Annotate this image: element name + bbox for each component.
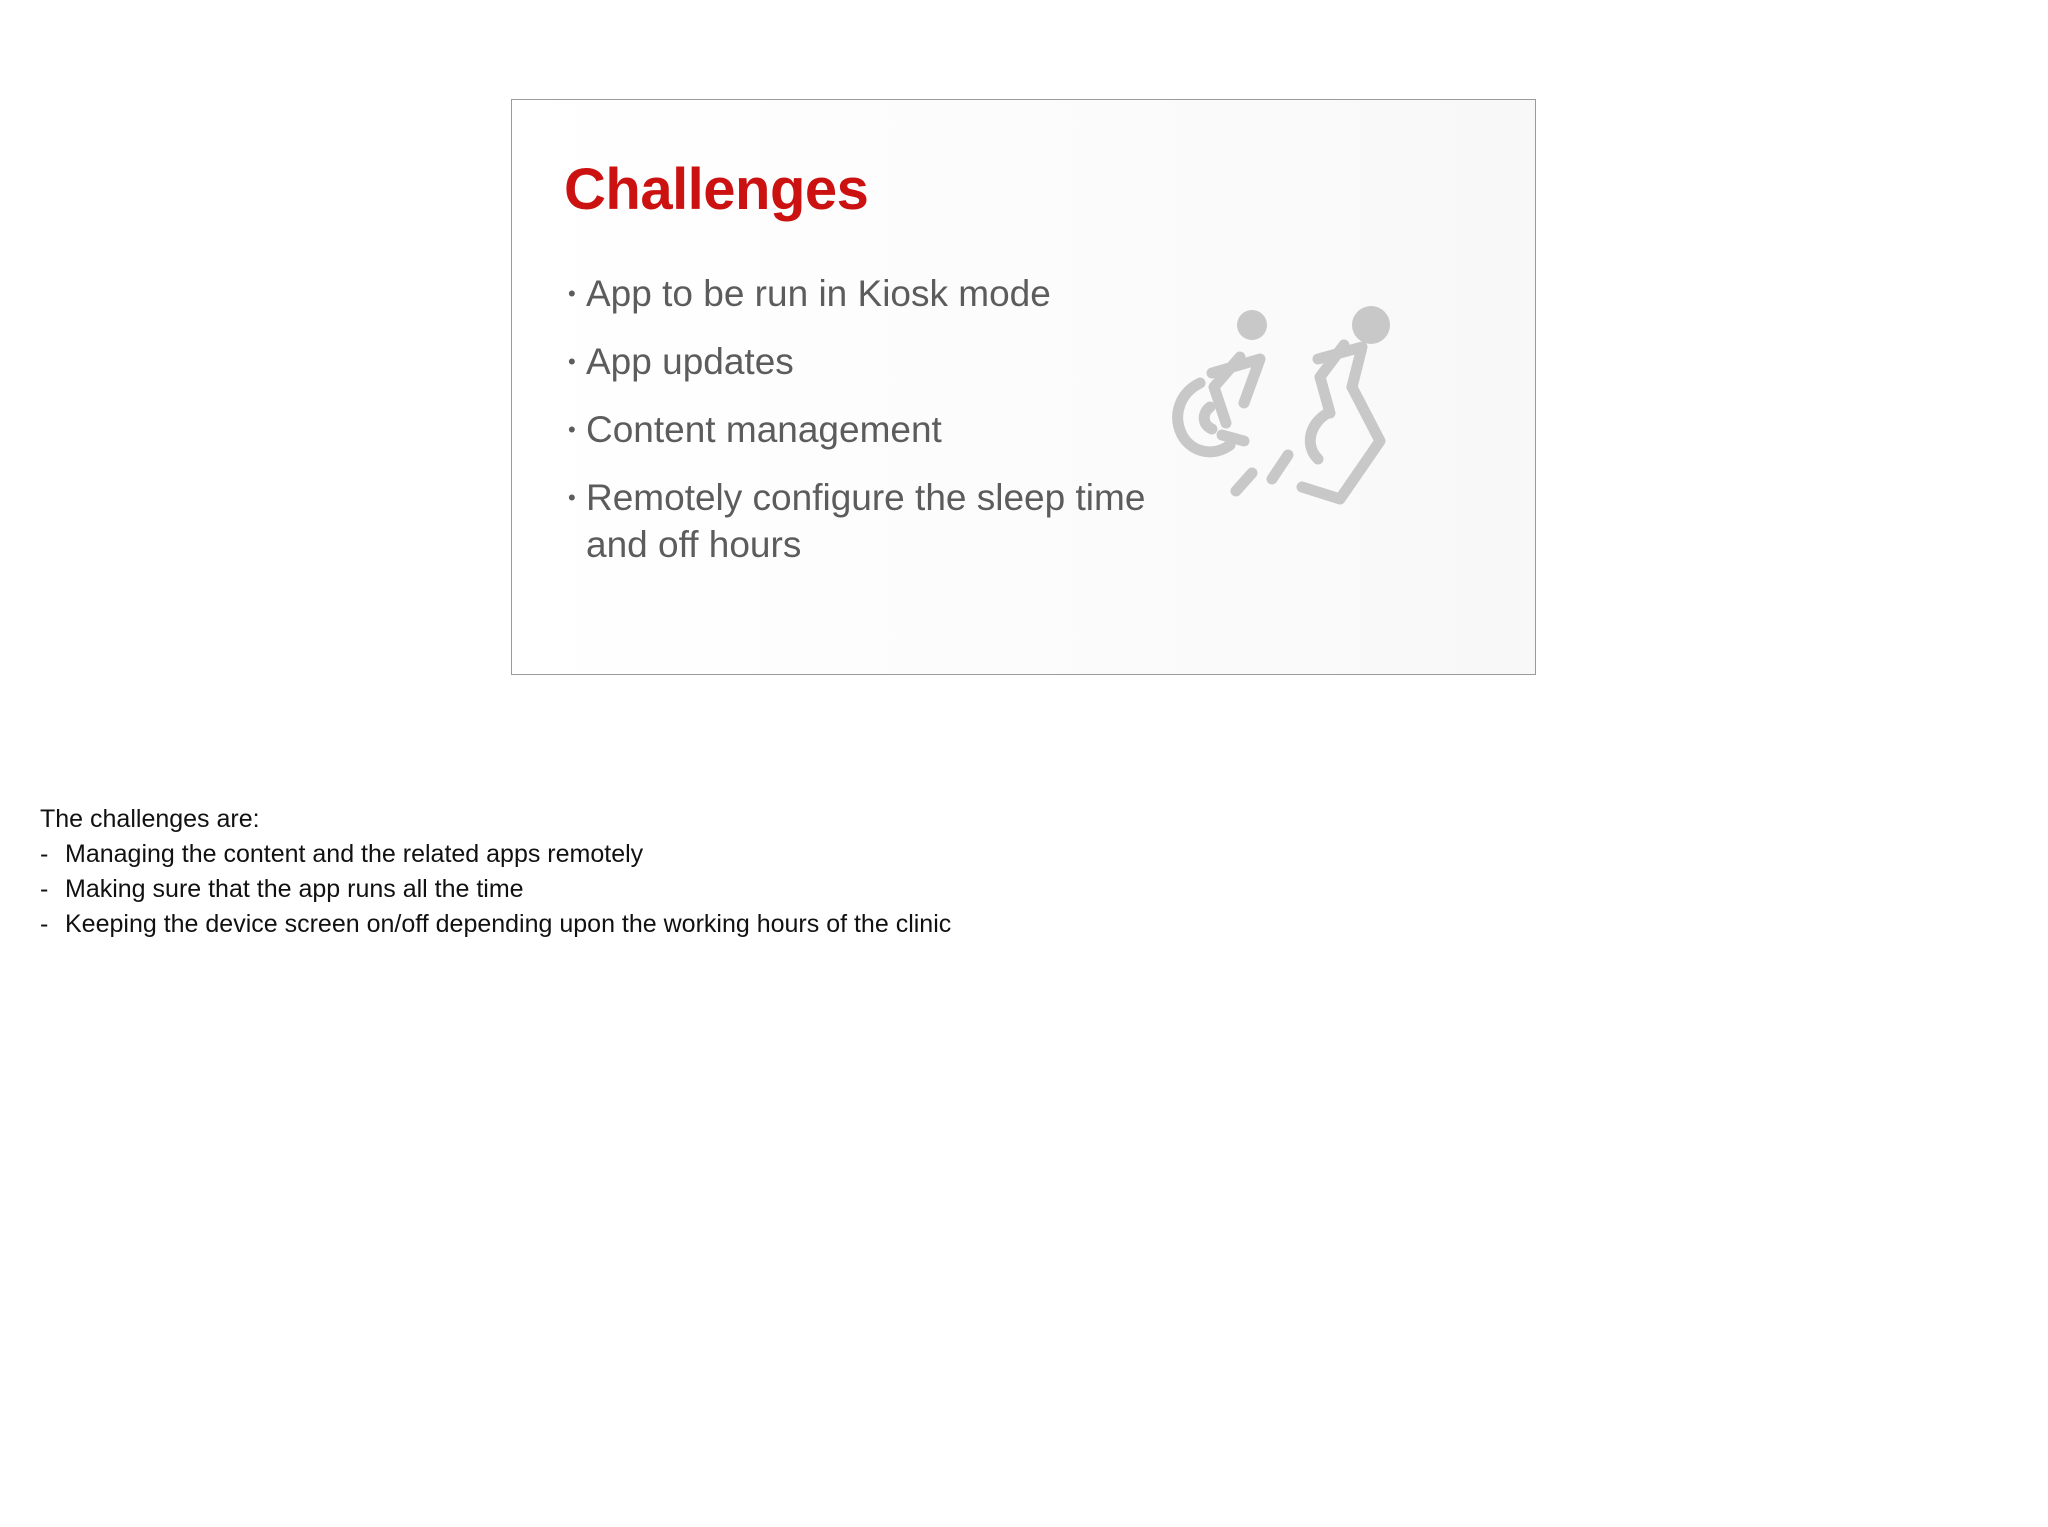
bullet-marker: • [568,417,576,442]
slide-bullet [568,474,1188,568]
notes-intro: The challenges are: [40,805,260,833]
bullet-marker: • [568,485,576,510]
slide-bullet-list [568,270,1188,589]
notes-item [40,872,1140,907]
slide-title: Challenges [564,157,869,222]
notes-dash: - [40,840,49,868]
cyclists-icon [1152,295,1412,545]
notes-item-text: Keeping the device screen on/off depending upon the working hours of the clinic [65,910,952,938]
slide-bullet-text: App updates [586,341,794,382]
notes-item-text: Making sure that the app runs all the time [65,875,524,903]
slide-preview [511,99,1536,675]
bullet-marker: • [568,349,576,374]
slide-bullet-text: App to be run in Kiosk mode [586,273,1051,314]
notes-item [40,837,1140,872]
slide-bullet [568,406,1188,453]
notes-dash: - [40,875,49,903]
notes-list [40,837,1140,942]
slide-bullet [568,270,1188,317]
notes-dash: - [40,910,49,938]
slide-bullet [568,338,1188,385]
slide-bullet-text: Content management [586,409,942,450]
presenter-notes [40,802,1140,942]
notes-item [40,907,1140,942]
notes-item-text: Managing the content and the related apps remotely [65,840,644,868]
bullet-marker: • [568,281,576,306]
slide-bullet-text: Remotely configure the sleep time and off hours [586,477,1146,565]
